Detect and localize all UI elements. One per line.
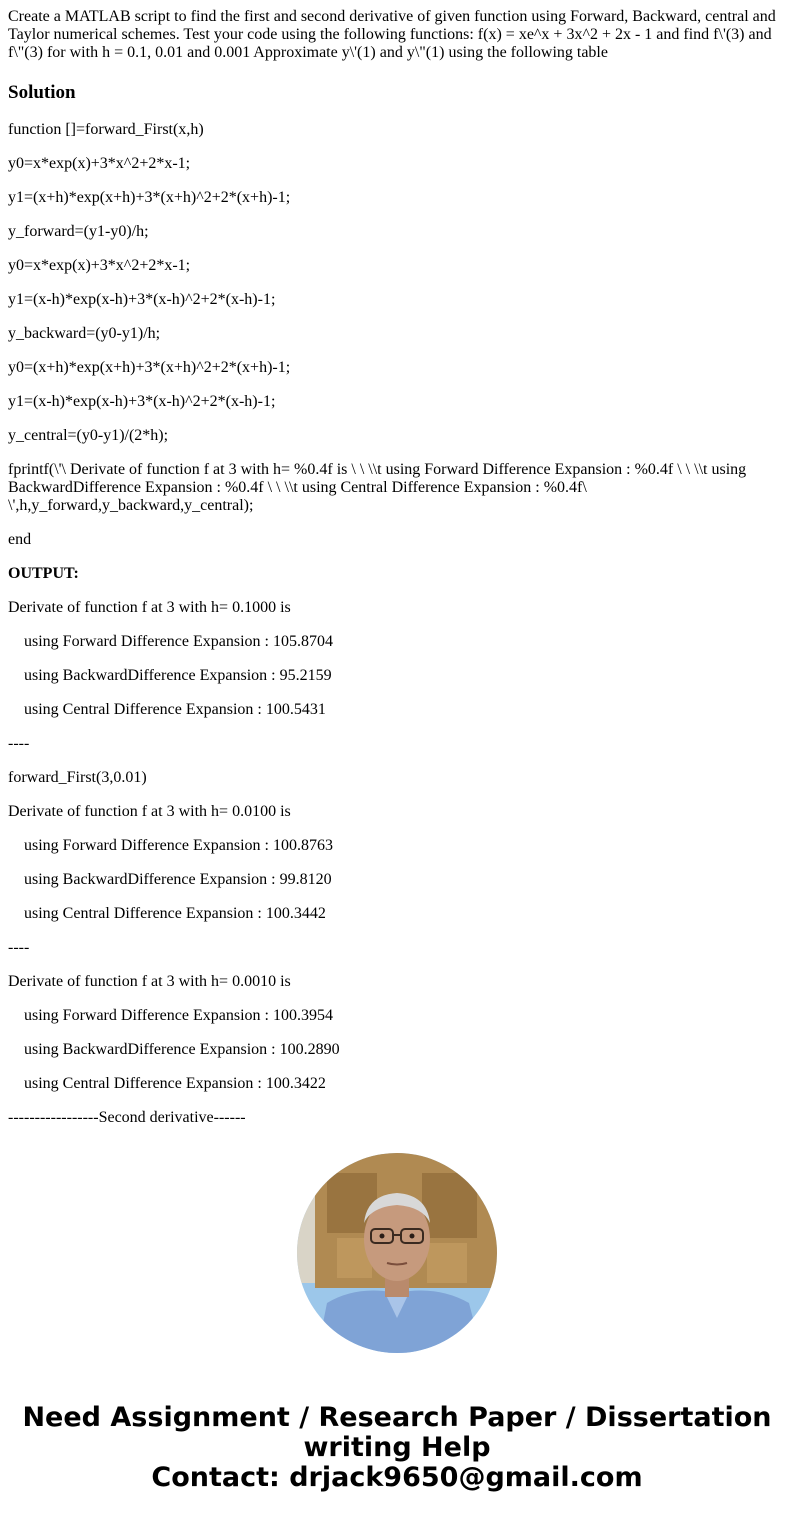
solution-line: y0=(x+h)*exp(x+h)+3*(x+h)^2+2*(x+h)-1; bbox=[8, 359, 291, 376]
solution-line: -----------------Second derivative------ bbox=[8, 1109, 246, 1126]
footer-contact: Contact: drjack9650@gmail.com bbox=[151, 1462, 643, 1493]
solution-line: y1=(x+h)*exp(x+h)+3*(x+h)^2+2*(x+h)-1; bbox=[8, 189, 291, 206]
avatar-portrait-image bbox=[297, 1153, 497, 1353]
solution-line: y_backward=(y0-y1)/h; bbox=[8, 325, 161, 342]
solution-line: function []=forward_First(x,h) bbox=[8, 121, 204, 138]
solution-line: using Forward Difference Expansion : 105.8704 bbox=[8, 633, 333, 650]
solution-line: OUTPUT: bbox=[8, 565, 79, 582]
solution-heading: Solution bbox=[8, 82, 76, 103]
solution-line: y_forward=(y1-y0)/h; bbox=[8, 223, 149, 240]
solution-line: ---- bbox=[8, 735, 30, 752]
solution-line: ---- bbox=[8, 939, 30, 956]
solution-line: y_central=(y0-y1)/(2*h); bbox=[8, 427, 169, 444]
solution-lines bbox=[8, 121, 786, 1127]
solution-line: y0=x*exp(x)+3*x^2+2*x-1; bbox=[8, 257, 191, 274]
solution-line: y0=x*exp(x)+3*x^2+2*x-1; bbox=[8, 155, 191, 172]
solution-line: using BackwardDifference Expansion : 100.2890 bbox=[8, 1041, 340, 1058]
solution-line: using Central Difference Expansion : 100.5431 bbox=[8, 701, 326, 718]
solution-line: Derivate of function f at 3 with h= 0.1000 is bbox=[8, 599, 291, 616]
solution-line: forward_First(3,0.01) bbox=[8, 769, 147, 786]
solution-line: end bbox=[8, 531, 32, 548]
solution-line: using BackwardDifference Expansion : 99.8120 bbox=[8, 871, 332, 888]
solution-line: using BackwardDifference Expansion : 95.2159 bbox=[8, 667, 332, 684]
solution-line: using Central Difference Expansion : 100.3442 bbox=[8, 905, 326, 922]
promo-footer bbox=[0, 1403, 794, 1493]
footer-line-1: Need Assignment / Research Paper / Dissertation bbox=[22, 1402, 772, 1433]
footer-line-2: writing Help bbox=[303, 1432, 491, 1463]
solution-line: using Forward Difference Expansion : 100.3954 bbox=[8, 1007, 333, 1024]
author-avatar bbox=[297, 1153, 497, 1353]
solution-line: y1=(x-h)*exp(x-h)+3*(x-h)^2+2*(x-h)-1; bbox=[8, 291, 276, 308]
solution-line: using Central Difference Expansion : 100.3422 bbox=[8, 1075, 326, 1092]
document-body bbox=[8, 8, 786, 1143]
solution-line: using Forward Difference Expansion : 100.8763 bbox=[8, 837, 333, 854]
solution-line: y1=(x-h)*exp(x-h)+3*(x-h)^2+2*(x-h)-1; bbox=[8, 393, 276, 410]
question-text: Create a MATLAB script to find the first and second derivative of given function using Forward, Backward, central and Taylor numerical schemes. Test your code using the following functions: f(x) = xe^x + 3x^2 + 2x - 1 and find f\'(3) and f\"(3) for with h = 0.1, 0.01 and 0.001 Approximate y\'(1) and y\"(1) using the following table bbox=[8, 8, 776, 61]
solution-line: Derivate of function f at 3 with h= 0.0010 is bbox=[8, 973, 291, 990]
solution-line: fprintf(\'\ Derivate of function f at 3 with h= %0.4f is \ \ \\t using Forward Difference Expansion : %0.4f \ \ \\t using BackwardDifference Expansion : %0.4f \ \ \\t using Central Difference Expansion : %0.4f\ \',h,y_forward,y_backward,y_central); bbox=[8, 461, 751, 514]
solution-line: Derivate of function f at 3 with h= 0.0100 is bbox=[8, 803, 291, 820]
